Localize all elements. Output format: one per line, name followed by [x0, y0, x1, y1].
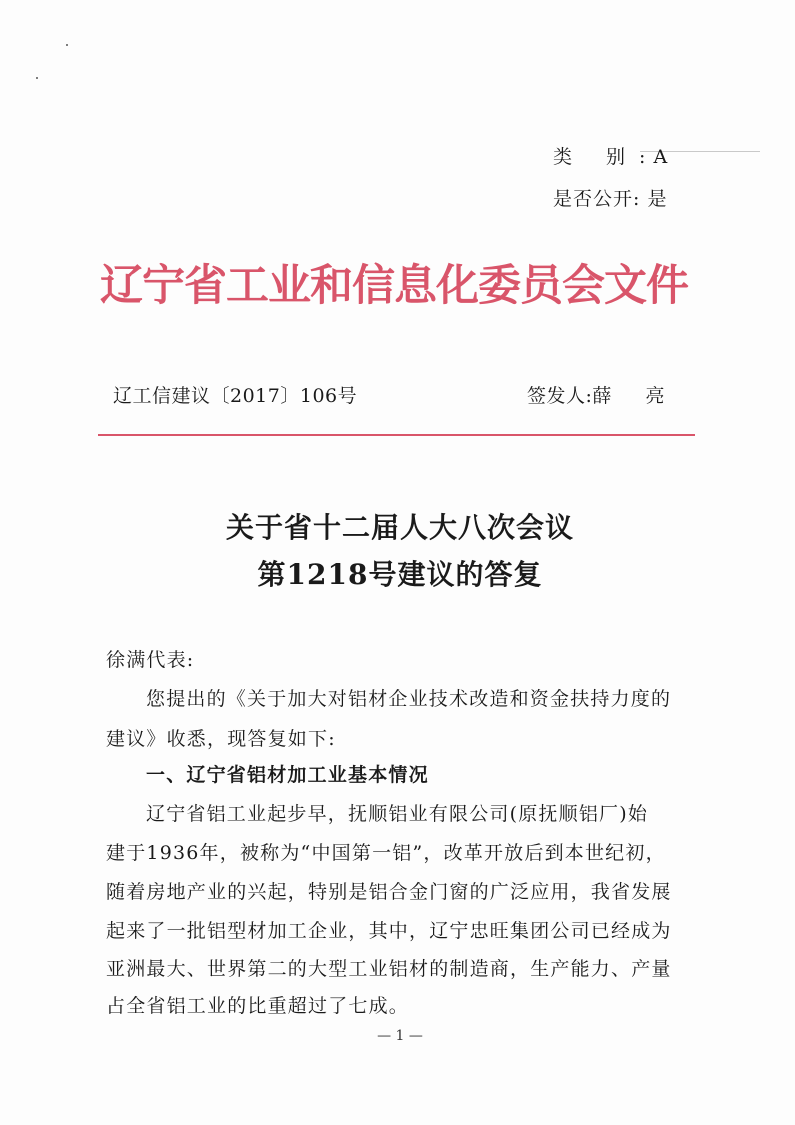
speck	[36, 77, 38, 79]
paragraph-2-line: 建于1936年，被称为“中国第一铝”，改革开放后到本世纪初，	[106, 842, 666, 864]
paragraph-1-line-2: 建议》收悉，现答复如下:	[106, 728, 336, 750]
category-field	[553, 145, 668, 169]
paragraph-2-line: 占全省铝工业的比重超过了七成。	[106, 995, 410, 1017]
public-label: 是否公开	[553, 188, 634, 210]
signer-field	[527, 383, 678, 409]
public-value: 是	[647, 188, 668, 210]
masthead-divider	[98, 434, 695, 436]
document-title-line-2: 第1218号建议的答复	[257, 558, 543, 591]
masthead-title: 辽宁省工业和信息化委员会文件	[100, 261, 688, 311]
document-title-line-1: 关于省十二届人大八次会议	[225, 511, 574, 544]
paragraph-2-line: 起来了一批铝型材加工企业，其中，辽宁忠旺集团公司已经成为	[106, 920, 672, 942]
colon: :	[633, 188, 648, 210]
public-field	[553, 187, 667, 211]
signer-label: 签发人:	[527, 385, 593, 407]
document-number: 辽工信建议〔2017〕106号	[113, 385, 358, 407]
section-1-heading: 一、辽宁省铝材加工业基本情况	[146, 764, 429, 786]
paragraph-1-line-1: 您提出的《关于加大对铝材企业技术改造和资金扶持力度的	[146, 688, 672, 710]
salutation: 徐满代表:	[106, 649, 195, 671]
paragraph-2-line: 随着房地产业的兴起，特别是铝合金门窗的广泛应用，我省发展	[106, 881, 672, 903]
signer-name: 薛 亮	[592, 385, 679, 407]
category-label: 类 别	[553, 146, 640, 168]
paragraph-2-line: 亚洲最大、世界第二的大型工业铝材的制造商，生产能力、产量	[106, 958, 672, 980]
colon: :	[639, 146, 654, 168]
paragraph-2-line: 辽宁省铝工业起步早，抚顺铝业有限公司(原抚顺铝厂)始	[146, 803, 649, 825]
speck	[66, 44, 68, 46]
category-value: A	[653, 146, 669, 168]
page-number: — 1 —	[377, 1028, 423, 1044]
